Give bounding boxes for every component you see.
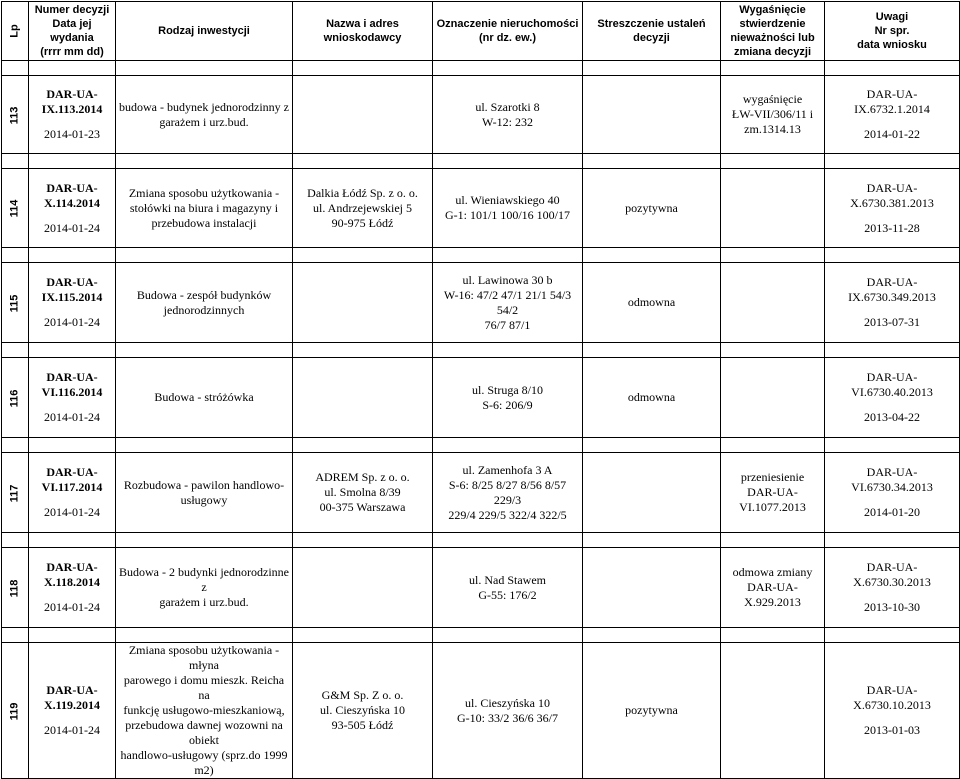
- lp-cell: [2, 548, 29, 628]
- cell-line: jednorodzinnych: [163, 302, 245, 317]
- application-date: 2013-04-22: [864, 410, 920, 424]
- decision-date: 2014-01-24: [44, 220, 100, 235]
- decision-cell: [29, 76, 116, 154]
- spacer-cell: [721, 438, 825, 453]
- spacer-cell: [293, 628, 433, 643]
- spacer-cell: [2, 61, 29, 76]
- investment-type-cell: [116, 358, 293, 438]
- cell-line: ul. Cieszyńska 10: [465, 695, 550, 710]
- cell-line: G-10: 33/2 36/6 36/7: [457, 710, 558, 725]
- summary-cell: odmowna: [583, 263, 721, 343]
- spacer-cell: [29, 154, 116, 169]
- summary-header: Streszczenie ustaleń decyzji: [583, 2, 721, 61]
- spacer-row: [2, 438, 960, 453]
- cell-line: Rozbudowa - pawilon handlowo-: [123, 477, 285, 492]
- spacer-row: [2, 154, 960, 169]
- lp-cell: [2, 169, 29, 248]
- spacer-cell: [433, 628, 583, 643]
- application-date: 2014-01-22: [864, 127, 920, 141]
- expiry-cell: [721, 548, 825, 628]
- table-row: [2, 263, 960, 343]
- decision-date: 2014-01-24: [44, 315, 100, 329]
- spacer-cell: [293, 248, 433, 263]
- cell-line: garażem i urz.bud.: [159, 114, 249, 129]
- lp-cell: [2, 643, 29, 779]
- spacer-cell: [2, 628, 29, 643]
- table-row: [2, 76, 960, 154]
- investment-type-cell: [116, 263, 293, 343]
- notes-cell: [825, 643, 960, 779]
- spacer-cell: [825, 154, 960, 169]
- register-body: [2, 61, 960, 779]
- summary-cell: pozytywna: [583, 169, 721, 248]
- spacer-cell: [721, 248, 825, 263]
- case-prefix: DAR-UA-: [866, 370, 918, 384]
- spacer-cell: [721, 154, 825, 169]
- table-row: [2, 548, 960, 628]
- lp-cell: [2, 453, 29, 533]
- decision-cell: [29, 169, 116, 248]
- case-prefix: DAR-UA-: [866, 180, 918, 195]
- decision-number: IX.115.2014: [41, 290, 103, 304]
- spacer-cell: [29, 248, 116, 263]
- decision-date: 2014-01-24: [44, 723, 100, 737]
- case-number: X.6730.30.2013: [853, 575, 931, 589]
- application-date: 2014-01-20: [864, 505, 920, 519]
- row-number: 116: [8, 389, 21, 407]
- cell-line: DAR-UA-VI.1077.2013: [739, 485, 806, 514]
- cell-line: handlowo-usługowy (sprz.do 1999: [120, 748, 288, 762]
- spacer-cell: [116, 61, 293, 76]
- applicant-cell: [293, 643, 433, 779]
- decision-number: VI.117.2014: [41, 480, 103, 494]
- applicant-cell: [293, 358, 433, 438]
- cell-line: ul. Andrzejewskiej 5: [313, 200, 412, 215]
- lp-header: Lp: [2, 2, 29, 61]
- cell-line: zm.1314.13: [744, 122, 801, 136]
- spacer-cell: [433, 61, 583, 76]
- spacer-cell: [825, 438, 960, 453]
- spacer-cell: [293, 343, 433, 358]
- row-number: 118: [8, 579, 21, 597]
- decision-prefix: DAR-UA-: [46, 275, 98, 289]
- expiry-cell: [721, 358, 825, 438]
- cell-line: Dalkia Łódź Sp. z o. o.: [307, 185, 418, 200]
- spacer-cell: [2, 154, 29, 169]
- cell-line: Budowa - stróżówka: [154, 390, 254, 404]
- spacer-cell: [116, 248, 293, 263]
- case-prefix: DAR-UA-: [866, 275, 918, 289]
- decision-prefix: DAR-UA-: [46, 370, 98, 384]
- cell-line: S-6: 206/9: [482, 397, 533, 412]
- case-prefix: DAR-UA-: [866, 465, 918, 479]
- notes-header: Uwagi Nr spr. data wniosku: [825, 2, 960, 61]
- spacer-cell: [433, 533, 583, 548]
- property-cell: [433, 169, 583, 248]
- table-row: [2, 358, 960, 438]
- spacer-cell: [29, 438, 116, 453]
- cell-line: 76/7 87/1: [484, 317, 531, 332]
- case-number: VI.6730.34.2013: [851, 480, 933, 494]
- cell-line: G-55: 176/2: [478, 587, 537, 602]
- notes-cell: [825, 169, 960, 248]
- decision-prefix: DAR-UA-: [46, 683, 98, 697]
- cell-line: parowego i domu mieszk. Reicha na: [123, 673, 285, 702]
- expiry-cell: [721, 453, 825, 533]
- cell-line: S-6: 8/25 8/27 8/56 8/57 229/3: [448, 477, 567, 507]
- row-number: 114: [8, 199, 21, 218]
- application-date: 2013-07-31: [864, 315, 920, 329]
- spacer-cell: [583, 438, 721, 453]
- spacer-cell: [433, 154, 583, 169]
- spacer-cell: [293, 61, 433, 76]
- cell-line: Budowa - zespół budynków: [136, 287, 272, 302]
- property-cell: [433, 263, 583, 343]
- spacer-cell: [293, 533, 433, 548]
- investment-type-cell: [116, 76, 293, 154]
- notes-cell: [825, 76, 960, 154]
- decision-prefix: DAR-UA-: [46, 560, 98, 574]
- cell-line: Zmiana sposobu użytkowania - młyna: [128, 643, 280, 672]
- spacer-row: [2, 628, 960, 643]
- decision-date: 2014-01-24: [44, 505, 100, 519]
- spacer-cell: [29, 628, 116, 643]
- spacer-cell: [825, 248, 960, 263]
- application-date: 2013-10-30: [864, 600, 920, 614]
- cell-line: ul. Cieszyńska 10: [320, 703, 405, 717]
- investment-type-cell: [116, 548, 293, 628]
- property-cell: [433, 643, 583, 779]
- cell-line: Budowa - 2 budynki jednorodzinne z: [119, 565, 289, 594]
- case-prefix: DAR-UA-: [866, 560, 918, 574]
- cell-line: ul. Zamenhofa 3 A: [462, 462, 553, 477]
- cell-line: przeniesienie: [740, 470, 805, 484]
- spacer-cell: [116, 343, 293, 358]
- spacer-cell: [825, 61, 960, 76]
- property-cell: [433, 453, 583, 533]
- summary-cell: odmowna: [583, 358, 721, 438]
- decision-prefix: DAR-UA-: [46, 180, 98, 195]
- cell-line: przebudowa instalacji: [151, 215, 257, 230]
- cell-line: ŁW-VII/306/11 i: [731, 107, 814, 121]
- spacer-cell: [721, 533, 825, 548]
- row-number: 117: [8, 484, 21, 502]
- case-number: IX.6730.349.2013: [848, 290, 936, 304]
- decisions-register-table: [1, 1, 960, 779]
- applicant-header: Nazwa i adres wnioskodawcy: [293, 2, 433, 61]
- applicant-cell: [293, 169, 433, 248]
- cell-line: 93-505 Łódź: [331, 718, 394, 732]
- cell-line: ul. Lawinowa 30 b: [462, 272, 553, 287]
- cell-line: G-1: 101/1 100/16 100/17: [445, 208, 570, 222]
- lp-cell: [2, 263, 29, 343]
- spacer-cell: [2, 533, 29, 548]
- decision-cell: [29, 548, 116, 628]
- spacer-cell: [825, 533, 960, 548]
- case-number: X.6730.10.2013: [853, 698, 931, 712]
- spacer-cell: [825, 343, 960, 358]
- cell-line: ul. Szarotki 8: [475, 99, 540, 114]
- spacer-cell: [721, 628, 825, 643]
- spacer-cell: [583, 533, 721, 548]
- row-number: 119: [8, 702, 21, 720]
- spacer-cell: [433, 438, 583, 453]
- table-row: [2, 453, 960, 533]
- application-date: 2013-01-03: [864, 723, 920, 737]
- applicant-cell: [293, 76, 433, 154]
- spacer-cell: [583, 61, 721, 76]
- spacer-cell: [583, 628, 721, 643]
- cell-line: garażem i urz.bud.: [159, 595, 249, 609]
- decision-number: X.114.2014: [43, 195, 100, 210]
- spacer-cell: [2, 248, 29, 263]
- cell-line: stołówki na biura i magazyny i: [129, 200, 279, 215]
- case-number: IX.6732.1.2014: [854, 102, 930, 116]
- decision-cell: [29, 643, 116, 779]
- row-number: 115: [8, 294, 21, 312]
- cell-line: ADREM Sp. z o. o.: [315, 470, 410, 484]
- applicant-cell: [293, 263, 433, 343]
- cell-line: m2): [194, 763, 214, 777]
- cell-line: budowa - budynek jednorodzinny z: [119, 99, 289, 114]
- spacer-cell: [583, 248, 721, 263]
- spacer-cell: [825, 628, 960, 643]
- expiry-header: Wygaśnięcie stwierdzenie nieważności lub zmiana decyzji: [721, 2, 825, 61]
- spacer-cell: [721, 61, 825, 76]
- expiry-cell: [721, 643, 825, 779]
- cell-line: usługowy: [180, 492, 228, 507]
- cell-line: G&M Sp. Z o. o.: [321, 688, 404, 702]
- cell-line: W-16: 47/2 47/1 21/1 54/3 54/2: [443, 287, 572, 317]
- spacer-cell: [29, 533, 116, 548]
- cell-line: DAR-UA-X.929.2013: [744, 580, 801, 609]
- decision-number: X.119.2014: [43, 698, 100, 712]
- applicant-cell: [293, 453, 433, 533]
- table-row: [2, 643, 960, 779]
- decision-prefix: DAR-UA-: [46, 465, 98, 479]
- row-number: 113: [8, 106, 21, 124]
- spacer-cell: [116, 154, 293, 169]
- property-cell: [433, 358, 583, 438]
- spacer-cell: [433, 248, 583, 263]
- cell-line: 229/4 229/5 322/4 322/5: [448, 507, 567, 522]
- investment-type-cell: [116, 169, 293, 248]
- property-header: Oznaczenie nieruchomości (nr dz. ew.): [433, 2, 583, 61]
- decision-date: 2014-01-24: [44, 410, 100, 424]
- spacer-cell: [116, 533, 293, 548]
- spacer-cell: [721, 343, 825, 358]
- decision-cell: [29, 263, 116, 343]
- spacer-cell: [433, 343, 583, 358]
- spacer-row: [2, 533, 960, 548]
- expiry-cell: [721, 76, 825, 154]
- decision-date: 2014-01-24: [44, 600, 100, 614]
- notes-cell: [825, 453, 960, 533]
- spacer-row: [2, 248, 960, 263]
- cell-line: Zmiana sposobu użytkowania -: [128, 185, 280, 200]
- decision-cell: [29, 358, 116, 438]
- expiry-cell: [721, 263, 825, 343]
- decision-number: VI.116.2014: [41, 385, 103, 399]
- property-cell: [433, 548, 583, 628]
- case-number: X.6730.381.2013: [850, 195, 934, 210]
- type-header: Rodzaj inwestycji: [116, 2, 293, 61]
- lp-cell: [2, 76, 29, 154]
- spacer-cell: [583, 154, 721, 169]
- decision-prefix: DAR-UA-: [46, 87, 98, 101]
- spacer-row: [2, 61, 960, 76]
- case-number: VI.6730.40.2013: [851, 385, 933, 399]
- summary-cell: [583, 548, 721, 628]
- summary-cell: [583, 76, 721, 154]
- cell-line: W-12: 232: [482, 114, 533, 129]
- cell-line: przebudowa dawnej wozowni na obiekt: [125, 718, 283, 747]
- summary-cell: [583, 453, 721, 533]
- application-date: 2013-11-28: [864, 220, 920, 235]
- lp-cell: [2, 358, 29, 438]
- spacer-row: [2, 343, 960, 358]
- notes-cell: [825, 548, 960, 628]
- applicant-cell: [293, 548, 433, 628]
- cell-line: 00-375 Warszawa: [319, 500, 406, 514]
- cell-line: ul. Wieniawskiego 40: [455, 193, 560, 207]
- spacer-cell: [116, 628, 293, 643]
- property-cell: [433, 76, 583, 154]
- cell-line: funkcję usługowo-mieszkaniową,: [123, 703, 285, 717]
- spacer-cell: [29, 61, 116, 76]
- table-row: [2, 169, 960, 248]
- decision-number: IX.113.2014: [41, 102, 103, 116]
- cell-line: ul. Struga 8/10: [472, 382, 543, 397]
- decision-number: X.118.2014: [43, 575, 100, 589]
- investment-type-cell: [116, 643, 293, 779]
- notes-cell: [825, 358, 960, 438]
- case-prefix: DAR-UA-: [866, 683, 918, 697]
- expiry-cell: [721, 169, 825, 248]
- cell-line: odmowa zmiany: [732, 565, 813, 579]
- decision-date: 2014-01-23: [44, 127, 100, 141]
- spacer-cell: [583, 343, 721, 358]
- investment-type-cell: [116, 453, 293, 533]
- summary-cell: pozytywna: [583, 643, 721, 779]
- spacer-cell: [116, 438, 293, 453]
- cell-line: wygaśnięcie: [742, 92, 803, 106]
- spacer-cell: [2, 343, 29, 358]
- cell-line: ul. Nad Stawem: [469, 572, 546, 587]
- header-row: [2, 2, 960, 61]
- cell-line: 90-975 Łódź: [331, 215, 394, 230]
- decision-cell: [29, 453, 116, 533]
- decision-header: Numer decyzji Data jej wydania (rrrr mm dd): [29, 2, 116, 61]
- spacer-cell: [293, 154, 433, 169]
- spacer-cell: [29, 343, 116, 358]
- notes-cell: [825, 263, 960, 343]
- spacer-cell: [293, 438, 433, 453]
- case-prefix: DAR-UA-: [866, 87, 918, 101]
- cell-line: ul. Smolna 8/39: [324, 485, 401, 499]
- spacer-cell: [2, 438, 29, 453]
